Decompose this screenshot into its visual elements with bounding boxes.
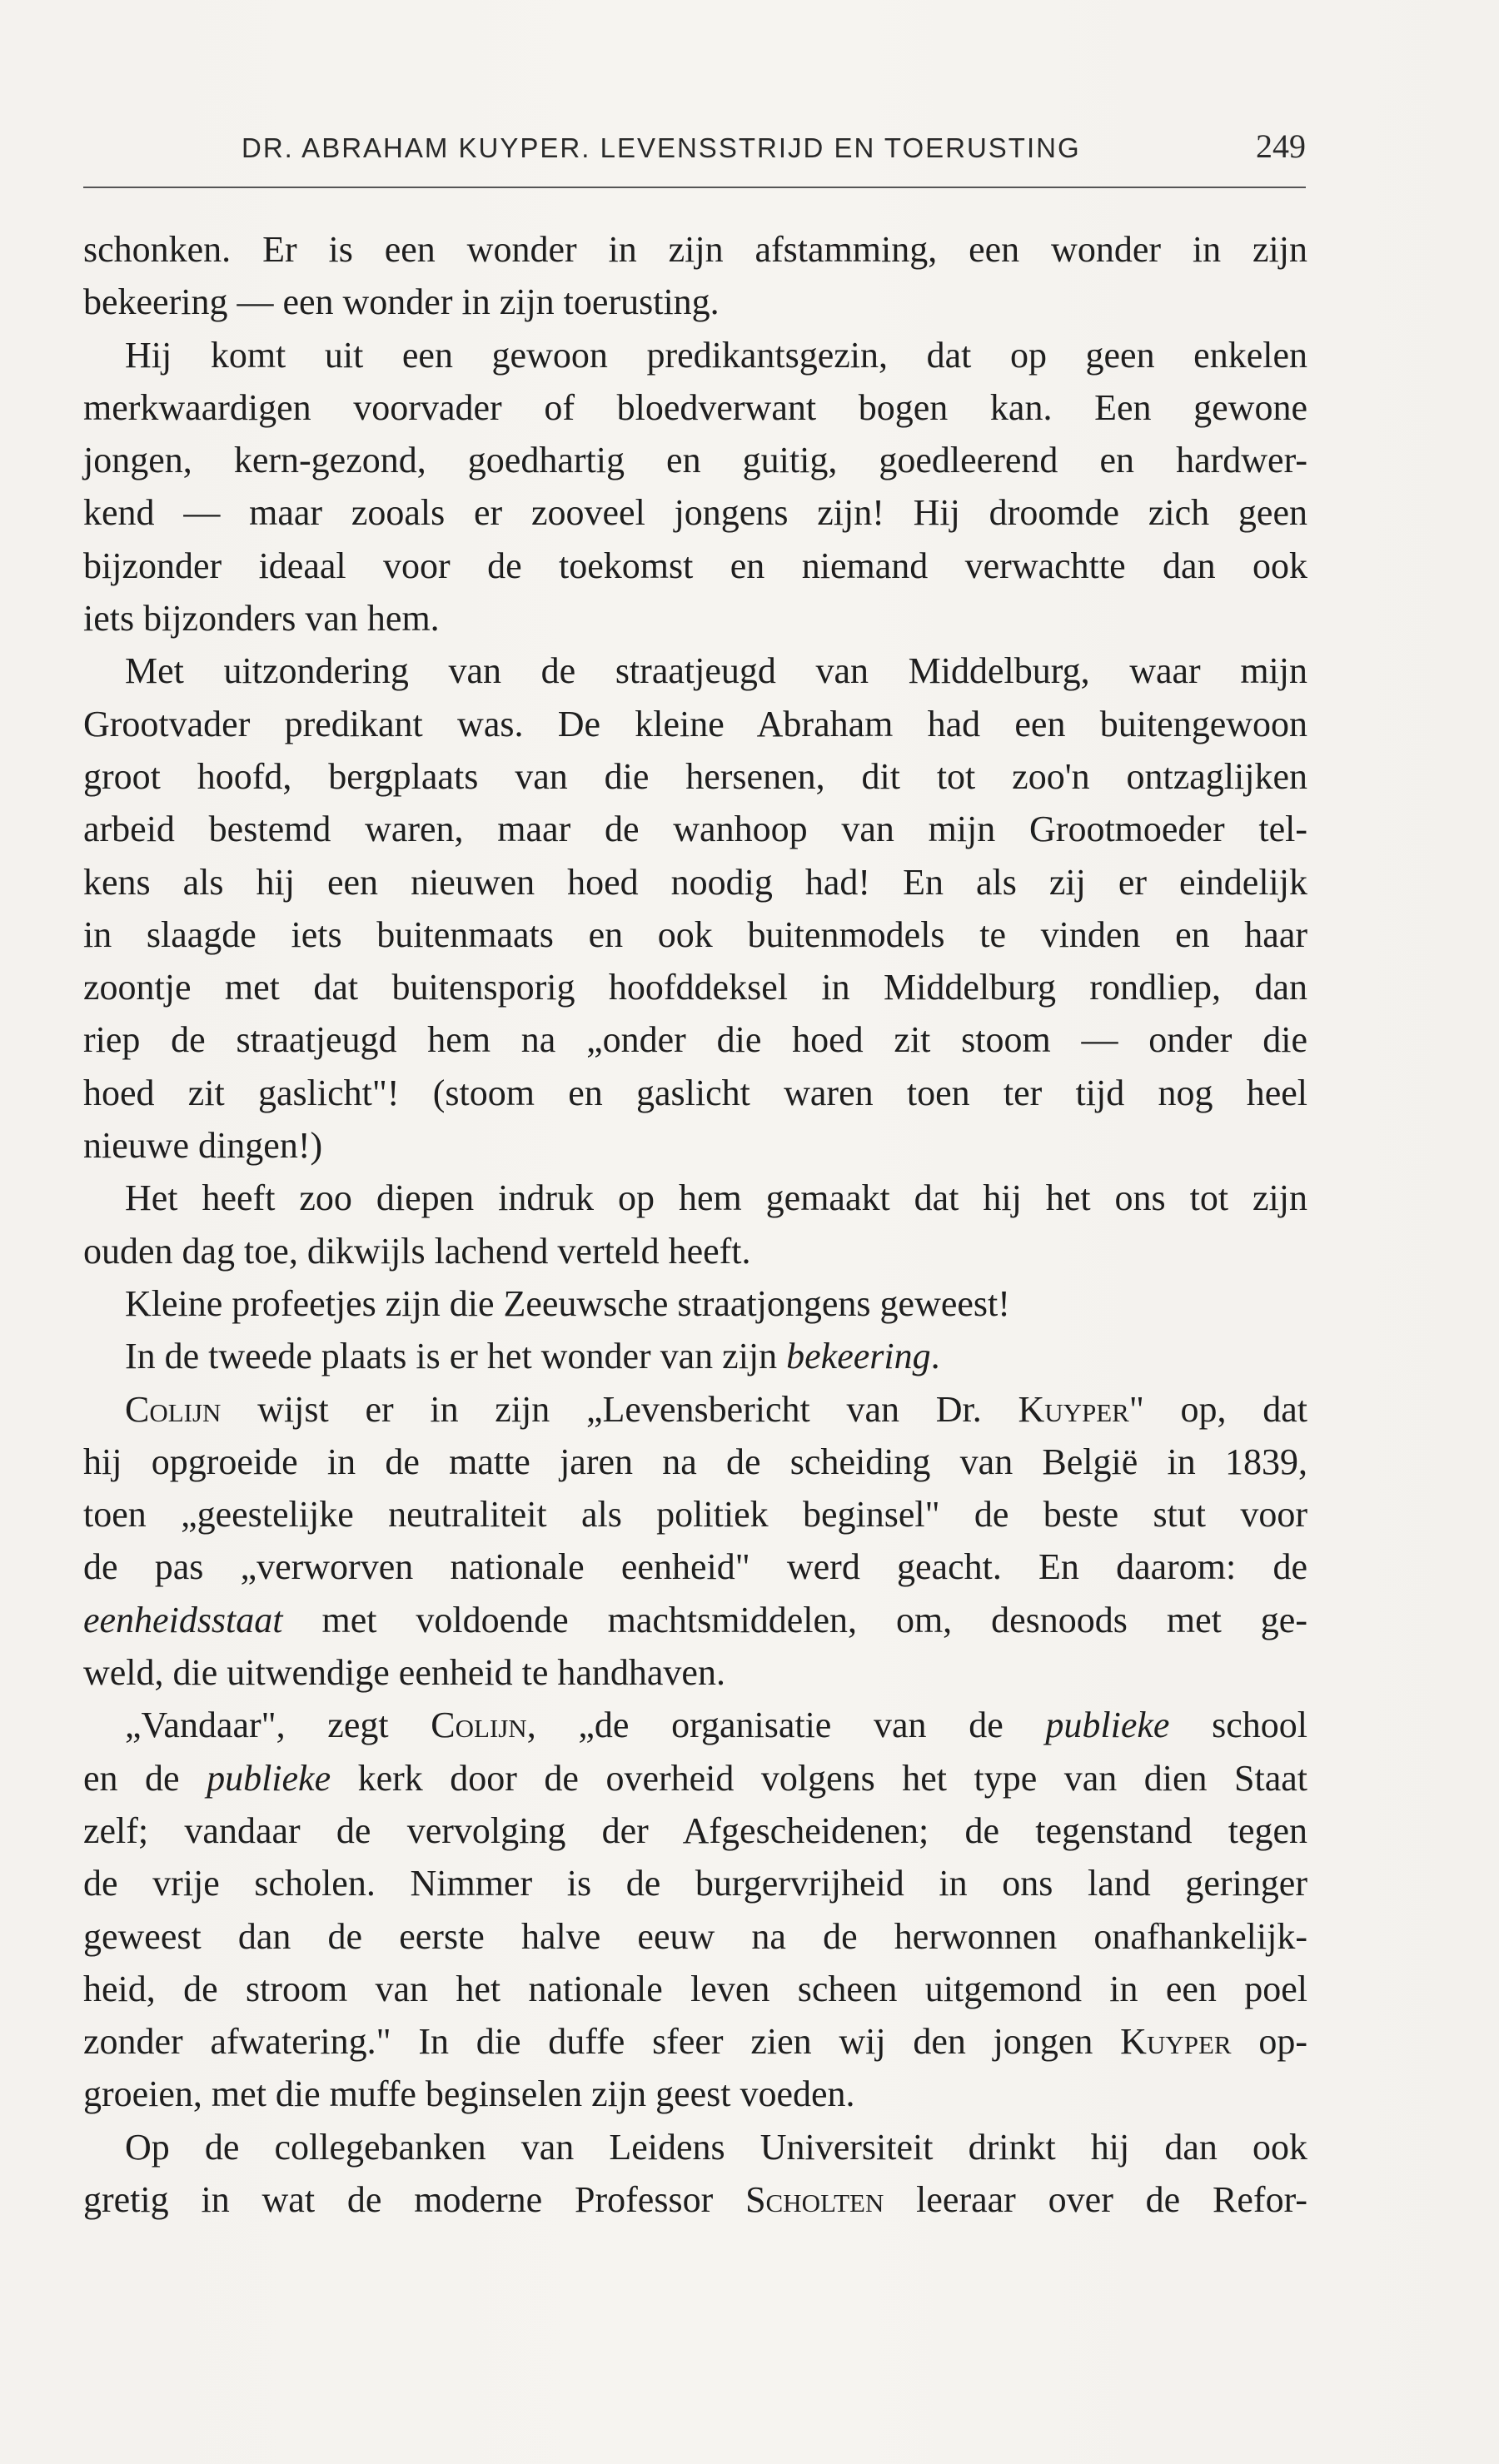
italic-emphasis: bekeering: [786, 1336, 931, 1377]
text-line: heid, de stroom van het nationale leven scheen uitgemond in een poel: [83, 1968, 1307, 2009]
text-line: kens als hij een nieuwen hoed noodig had! En als zij er eindelijk: [83, 861, 1307, 903]
text-segment: .: [930, 1336, 940, 1377]
text-line: schonken. Er is een wonder in zijn afstamming, een wonder in zijn: [83, 229, 1307, 270]
text-segment: en de: [83, 1757, 207, 1799]
small-caps-name: Kuyper: [1120, 2021, 1232, 2063]
text-segment: kerk door de overheid volgens het type van dien Staat: [331, 1757, 1308, 1799]
running-header: [83, 127, 1307, 177]
italic-emphasis: publieke: [207, 1757, 331, 1799]
text-line: bijzonder ideaal voor de toekomst en niemand verwachtte dan ook: [83, 545, 1307, 586]
small-caps-name: Colijn: [125, 1388, 222, 1430]
text-line: hij opgroeide in de matte jaren na de scheiding van België in 1839,: [83, 1441, 1307, 1482]
text-line: [83, 1383, 1307, 1436]
text-line: iets bijzonders van hem.: [83, 598, 440, 640]
text-line: [83, 1594, 1307, 1646]
small-caps-name: Scholten: [745, 2178, 884, 2220]
text-line: zelf; vandaar de vervolging der Afgescheidenen; de tegenstand tegen: [83, 1809, 1307, 1851]
text-line: groot hoofd, bergplaats van die hersenen, dit tot zoo'n ontzaglijken: [83, 755, 1307, 797]
text-line: nieuwe dingen!): [83, 1125, 323, 1167]
text-line: in slaagde iets buitenmaats en ook buitenmodels te vinden en haar: [83, 913, 1307, 955]
text-line: jongen, kern-gezond, goedhartig en guitig, goedleerend en hardwer-: [83, 440, 1307, 481]
text-segment: op-: [1231, 2021, 1307, 2063]
text-segment: zonder afwatering." In die duffe sfeer zien wij den jongen: [83, 2021, 1121, 2063]
running-title: DR. ABRAHAM KUYPER. LEVENSSTRIJD EN TOERUSTING: [242, 132, 1081, 163]
text-line: Het heeft zoo diepen indruk op hem gemaakt dat hij het ons tot zijn: [125, 1177, 1307, 1219]
text-line: riep de straatjeugd hem na „onder die hoed zit stoom — onder die: [83, 1019, 1307, 1061]
text-line: de vrije scholen. Nimmer is de burgervrijheid in ons land geringer: [83, 1863, 1307, 1904]
text-line: [83, 1752, 1307, 1804]
text-line: merkwaardigen voorvader of bloedverwant bogen kan. Een gewone: [83, 386, 1307, 428]
text-line: Hij komt uit een gewoon predikantsgezin, dat op geen enkelen: [125, 334, 1307, 376]
body-text: [83, 223, 1307, 2226]
italic-emphasis: eenheidsstaat: [83, 1599, 283, 1640]
italic-emphasis: publieke: [1045, 1705, 1170, 1746]
text-line: Met uitzondering van de straatjeugd van Middelburg, waar mijn: [125, 650, 1307, 692]
text-segment: school: [1169, 1705, 1307, 1746]
small-caps-name: Colijn: [431, 1705, 527, 1746]
text-line: geweest dan de eerste halve eeuw na de herwonnen onafhankelijk-: [83, 1915, 1307, 1957]
text-line: [83, 1330, 1307, 1382]
text-line: de pas „verworven nationale eenheid" werd geacht. En daarom: de: [83, 1546, 1307, 1588]
text-line: [83, 1699, 1307, 1751]
text-line: Grootvader predikant was. De kleine Abraham had een buitengewoon: [83, 703, 1307, 744]
text-segment: " op, dat: [1128, 1388, 1307, 1430]
text-segment: „Vandaar", zegt: [125, 1705, 431, 1746]
text-line: ouden dag toe, dikwijls lachend verteld heeft.: [83, 1230, 751, 1272]
text-segment: , „de organisatie van de: [526, 1705, 1046, 1746]
text-segment: gretig in wat de moderne Professor: [83, 2178, 746, 2220]
text-line: groeien, met die muffe beginselen zijn geest voeden.: [83, 2073, 855, 2115]
text-segment: leeraar over de Refor-: [884, 2178, 1307, 2220]
text-line: hoed zit gaslicht"! (stoom en gaslicht waren toen ter tijd nog heel: [83, 1072, 1307, 1113]
text-line: bekeering — een wonder in zijn toerusting.: [83, 281, 720, 323]
page-number: 249: [1256, 127, 1306, 165]
text-line: arbeid bestemd waren, maar de wanhoop van mijn Grootmoeder tel-: [83, 809, 1307, 850]
text-segment: met voldoende machtsmiddelen, om, desnoods met ge-: [282, 1599, 1307, 1640]
text-line: weld, die uitwendige eenheid te handhaven.: [83, 1652, 725, 1694]
text-line: toen „geestelijke neutraliteit als politiek beginsel" de beste stut voor: [83, 1494, 1307, 1536]
text-segment: wijst er in zijn „Levensbericht van Dr.: [221, 1388, 1018, 1430]
text-line: [83, 2173, 1307, 2226]
text-line: Op de collegebanken van Leidens Universiteit drinkt hij dan ook: [125, 2126, 1307, 2168]
small-caps-name: Kuyper: [1018, 1388, 1129, 1430]
text-line: kend — maar zooals er zooveel jongens zijn! Hij droomde zich geen: [83, 492, 1307, 534]
text-segment: In de tweede plaats is er het wonder van zijn: [125, 1336, 787, 1377]
text-line: Kleine profeetjes zijn die Zeeuwsche straatjongens geweest!: [125, 1282, 1010, 1324]
header-rule: [83, 187, 1306, 188]
text-line: zoontje met dat buitensporig hoofddeksel in Middelburg rondliep, dan: [83, 967, 1307, 1008]
text-line: [83, 2015, 1307, 2068]
